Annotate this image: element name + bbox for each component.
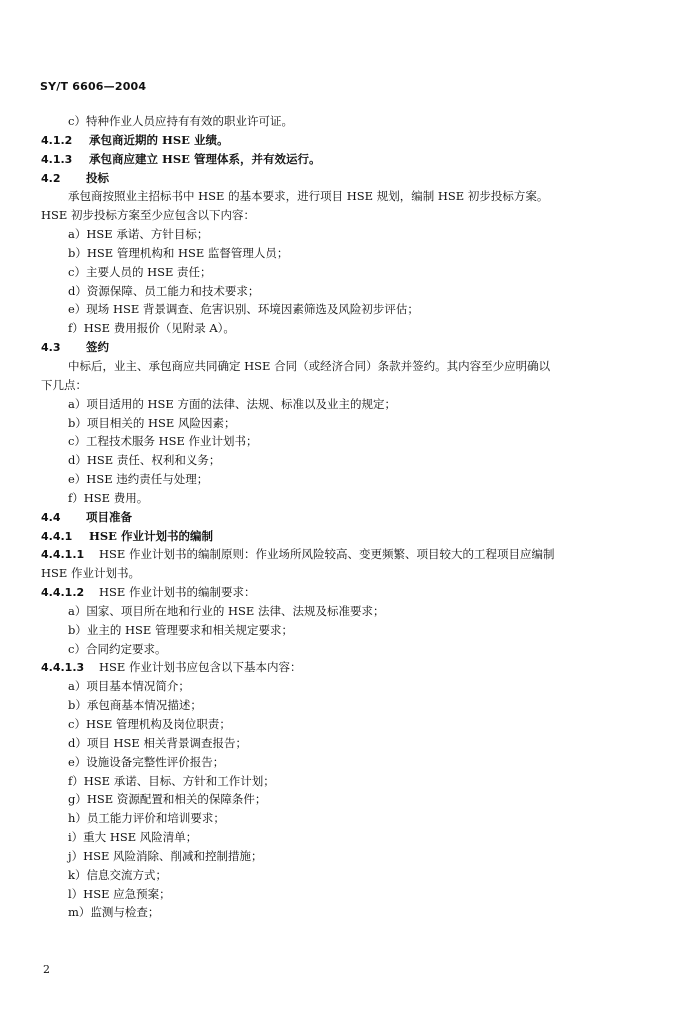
list-item: i）重大 HSE 风险清单； [68, 830, 198, 845]
standard-code: SY/T 6606—2004 [40, 80, 147, 93]
list-item: d）HSE 责任、权利和义务； [68, 453, 221, 468]
section-title: 投标 [86, 170, 109, 185]
list-item: h）员工能力评价和培训要求； [68, 811, 225, 826]
section-number: 4.1.3 [41, 152, 73, 166]
section-title: HSE 作业计划书应包含以下基本内容： [99, 660, 302, 675]
list-item: e）HSE 违约责任与处理； [68, 472, 209, 487]
list-item: c）合同约定要求。 [68, 641, 167, 656]
list-item: b）承包商基本情况描述； [68, 698, 202, 713]
paragraph-line: 中标后，业主、承包商应共同确定 HSE 合同（或经济合同）条款并签约。其内容至少应明确以 [68, 358, 551, 373]
section-heading [0, 169, 699, 188]
section-number: 4.4.1.1 [41, 548, 85, 562]
paragraph-line: 下几点： [41, 377, 87, 392]
list-item: c）主要人员的 HSE 责任； [68, 264, 212, 279]
section-heading [0, 545, 699, 564]
section-heading [0, 527, 699, 546]
list-item: e）现场 HSE 背景调查、危害识别、环境因素筛选及风险初步评估； [68, 302, 419, 317]
section-heading [0, 338, 699, 357]
section-number: 4.4.1 [41, 529, 73, 543]
section-heading [0, 150, 699, 169]
list-item: b）业主的 HSE 管理要求和相关规定要求； [68, 622, 293, 637]
section-title: HSE 作业计划书的编制原则：作业场所风险较高、变更频繁、项目较大的工程项目应编制 [99, 547, 555, 562]
list-item: a）项目适用的 HSE 方面的法律、法规、标准以及业主的规定； [68, 396, 396, 411]
section-title: 项目准备 [86, 509, 132, 524]
list-item: f）HSE 费用。 [68, 490, 149, 505]
list-item: c）HSE 管理机构及岗位职责； [68, 717, 231, 731]
list-item: j）HSE 风险消除、削减和控制措施； [68, 848, 263, 863]
section-number: 4.4.1.3 [41, 661, 85, 675]
section-heading [0, 508, 699, 527]
list-item: a）国家、项目所在地和行业的 HSE 法律、法规及标准要求； [68, 603, 385, 618]
section-number: 4.4.1.2 [41, 586, 85, 600]
paragraph-line: HSE 作业计划书。 [41, 566, 140, 581]
section-number: 4.1.2 [41, 133, 73, 147]
section-title: 签约 [86, 340, 109, 355]
list-item: d）资源保障、员工能力和技术要求； [68, 283, 260, 298]
section-title: HSE 作业计划书的编制 [89, 528, 213, 543]
paragraph-line: HSE 初步投标方案至少应包含以下内容： [41, 208, 255, 223]
section-title: 承包商应建立 HSE 管理体系，并有效运行。 [89, 151, 321, 166]
section-heading [0, 583, 699, 602]
section-heading [0, 131, 699, 150]
list-item: c）特种作业人员应持有有效的职业许可证。 [68, 114, 293, 128]
section-heading [0, 658, 699, 677]
list-item: b）项目相关的 HSE 风险因素； [68, 415, 236, 430]
section-number: 4.4 [41, 510, 61, 524]
list-item: d）项目 HSE 相关背景调查报告； [68, 735, 247, 750]
list-item: l）HSE 应急预案； [68, 886, 171, 901]
document-body [0, 112, 699, 922]
list-item: k）信息交流方式； [68, 867, 167, 882]
section-number: 4.2 [41, 171, 61, 185]
list-item: e）设施设备完整性评价报告； [68, 754, 225, 769]
section-title: 承包商近期的 HSE 业绩。 [89, 132, 229, 147]
section-title: HSE 作业计划书的编制要求： [99, 585, 256, 600]
list-item: a）HSE 承诺、方针目标； [68, 227, 209, 242]
list-item: g）HSE 资源配置和相关的保障条件； [68, 792, 267, 807]
list-item: c）工程技术服务 HSE 作业计划书； [68, 434, 258, 449]
list-item: f）HSE 费用报价（见附录 A）。 [68, 321, 235, 336]
list-item: f）HSE 承诺、目标、方针和工作计划； [68, 773, 275, 788]
section-number: 4.3 [41, 341, 61, 355]
list-item: b）HSE 管理机构和 HSE 监督管理人员； [68, 245, 289, 260]
list-item: m）监测与检查； [68, 905, 160, 920]
paragraph-line: 承包商按照业主招标书中 HSE 的基本要求，进行项目 HSE 规划，编制 HSE 初步投标方案。 [68, 189, 549, 204]
page-number: 2 [43, 963, 50, 976]
list-item: a）项目基本情况简介； [68, 679, 190, 694]
